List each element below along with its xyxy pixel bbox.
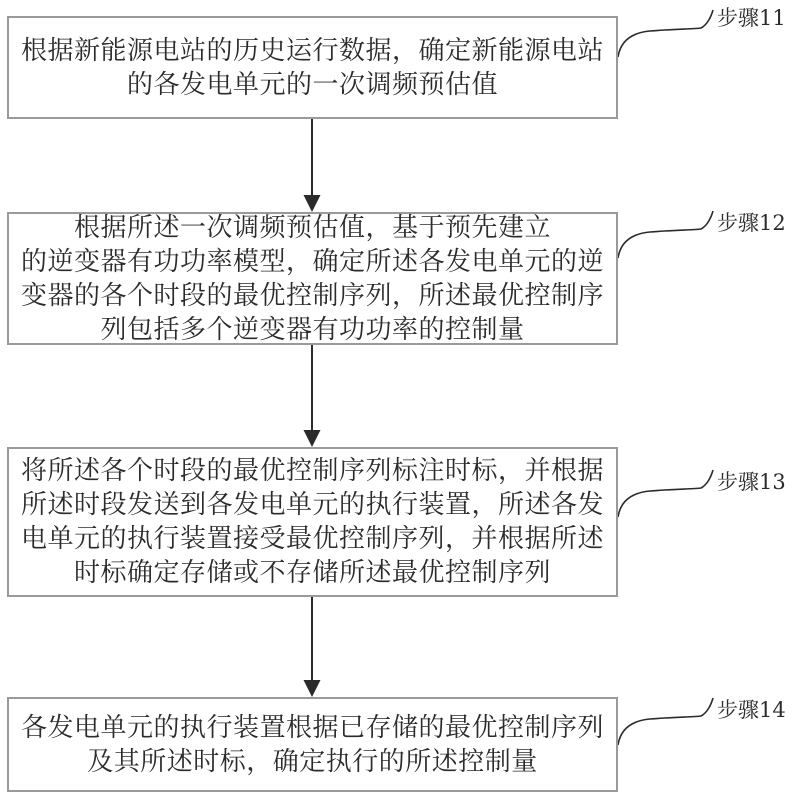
step-13-text-line: 所述时段发送到各发电单元的执行装置，所述各发 — [20, 490, 604, 520]
leader-line — [618, 10, 713, 57]
step-14-text-line: 及其所述时标，确定执行的所述控制量 — [87, 746, 538, 777]
leader-line — [618, 470, 713, 517]
step-12-text-line: 变器的各个时段的最优控制序列，所述最优控制序 — [20, 280, 604, 311]
step-box-13 — [7, 447, 618, 597]
step-13-text-line: 将所述各个时段的最优控制序列标注时标，并根据 — [20, 456, 604, 486]
arrow-down-icon — [304, 119, 321, 212]
step-label-11: 步骤11 — [717, 6, 786, 30]
step-box-11 — [7, 16, 618, 119]
step-11-text-line: 根据新能源电站的历史运行数据，确定新能源电站 — [20, 35, 604, 66]
step-13-text-line: 电单元的执行装置接受最优控制序列，并根据所述 — [20, 524, 604, 554]
step-label-13: 步骤13 — [717, 470, 786, 494]
arrow-down-icon — [304, 597, 321, 697]
arrow-down-icon — [304, 345, 321, 447]
step-14-text-line: 各发电单元的执行装置根据已存储的最优控制序列 — [20, 712, 604, 743]
step-box-12 — [7, 212, 618, 345]
step-12-text-line: 根据所述一次调频预估值，基于预先建立 — [73, 212, 551, 243]
leader-line — [618, 698, 713, 745]
step-12-text-line: 列包括多个逆变器有功功率的控制量 — [100, 314, 525, 345]
step-11-text-line: 的各发电单元的一次调频预估值 — [126, 69, 498, 100]
step-box-14 — [7, 697, 618, 792]
leader-line — [618, 211, 713, 258]
step-13-text-line: 时标确定存储或不存储所述最优控制序列 — [73, 558, 551, 588]
step-label-14: 步骤14 — [717, 698, 786, 722]
step-label-12: 步骤12 — [717, 211, 786, 235]
step-12-text-line: 的逆变器有功功率模型，确定所述各发电单元的逆 — [20, 246, 604, 277]
